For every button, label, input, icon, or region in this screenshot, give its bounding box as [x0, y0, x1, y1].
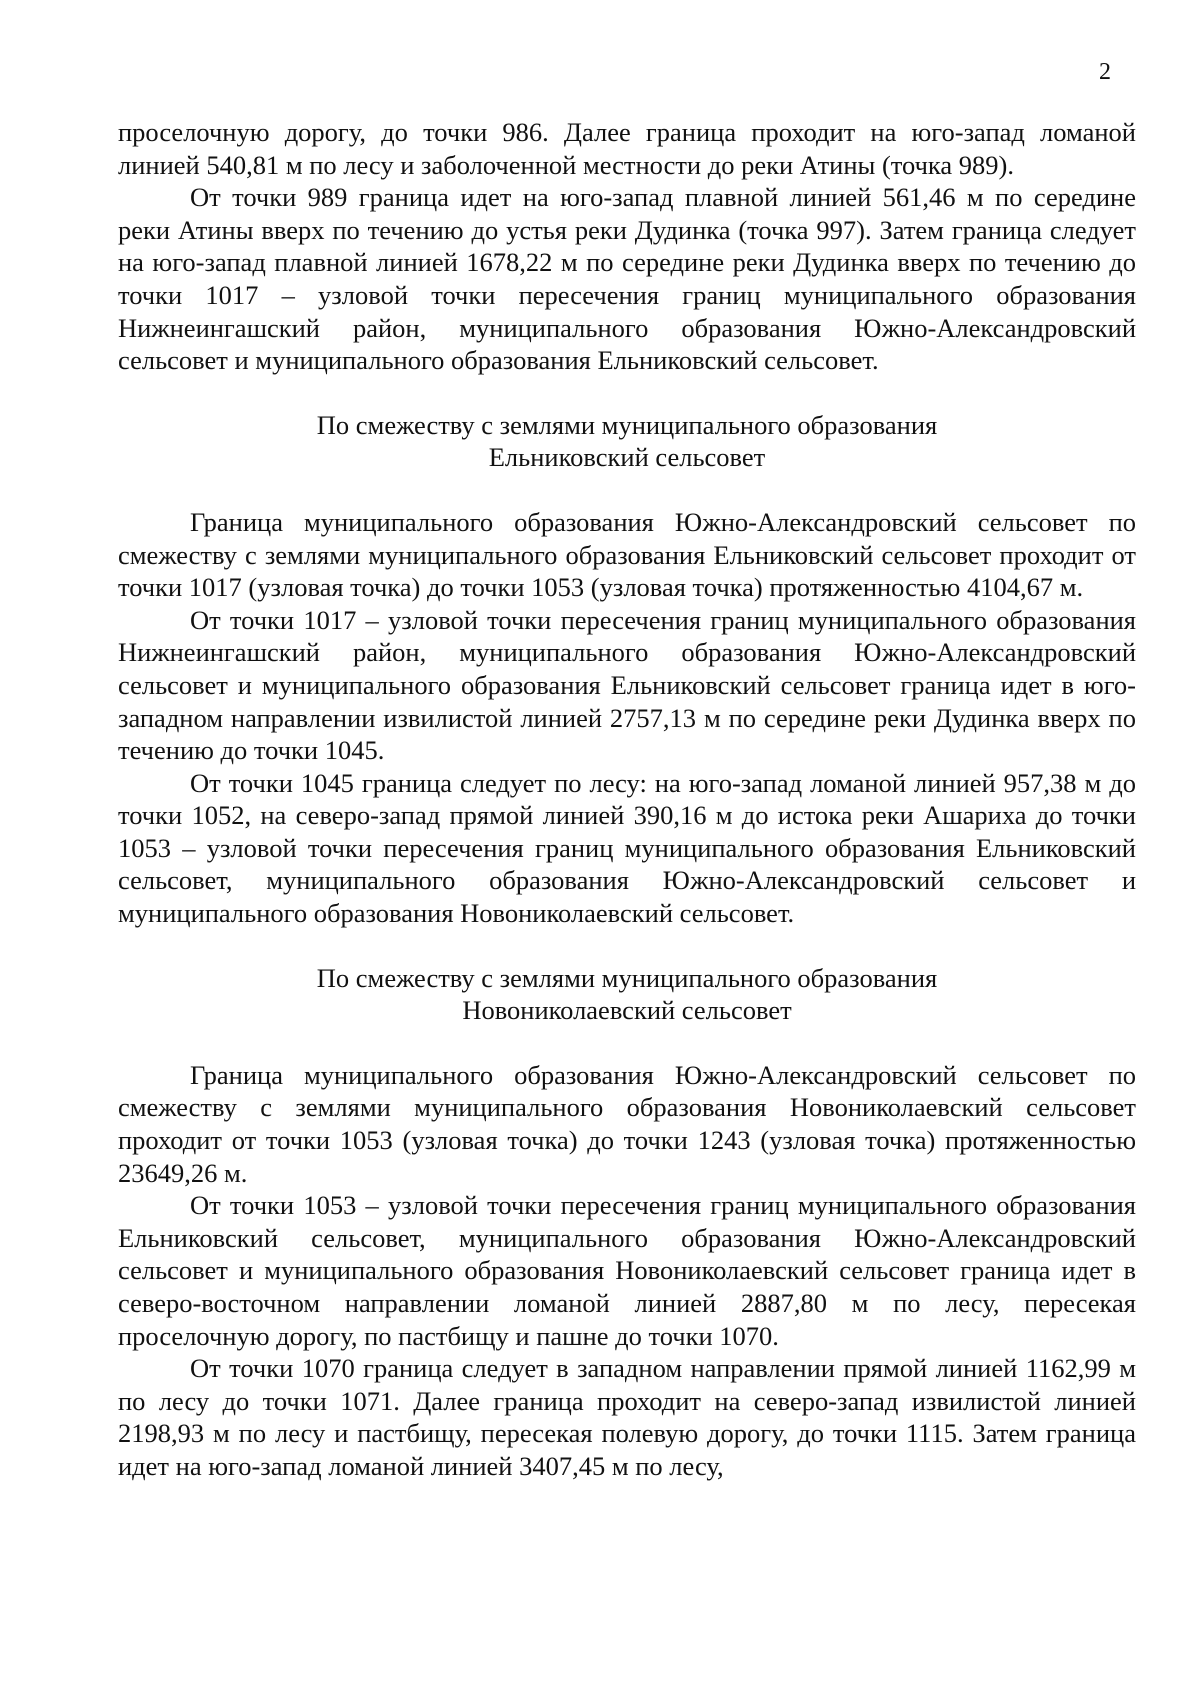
paragraph-intro-2: От точки 989 граница идет на юго-запад плавной линией 561,46 м по середине реки Атины вверх по течению до устья реки Дудинка (точка 997). Затем граница следует на юго-запад плавной линией 1678,22 м по середине реки Дудинка вверх по течению до точки 1017 – узловой точки пересечения границ муниципального образования Нижнеингашский район, муниципального образования Южно-Александровский сельсовет и муниципального образования Ельниковский сельсовет.: [118, 182, 1136, 376]
section-heading-line: Ельниковский сельсовет: [488, 442, 766, 473]
section-heading-line: Новониколаевский сельсовет: [462, 995, 792, 1026]
section-heading-elnikovsky: [118, 409, 1136, 474]
paragraph-novonikolaevsky-3: От точки 1070 граница следует в западном направлении прямой линией 1162,99 м по лесу до точки 1071. Далее граница проходит на северо-запад извилистой линией 2198,93 м по лесу и пастбищу, пересекая полевую дорогу, до точки 1115. Затем граница идет на юго-запад ломаной линией 3407,45 м по лесу,: [118, 1353, 1136, 1481]
spacer: [118, 930, 1136, 962]
spacer: [118, 377, 1136, 409]
page-number: 2: [1099, 59, 1111, 85]
paragraph-novonikolaevsky-2: От точки 1053 – узловой точки пересечения границ муниципального образования Ельниковский сельсовет, муниципального образования Южно-Александровский сельсовет и муниципального образования Новониколаевский сельсовет граница идет в северо-восточном направлении ломаной линией 2887,80 м по лесу, пересекая проселочную дорогу, по пастбищу и пашне до точки 1070.: [118, 1190, 1136, 1351]
paragraph-novonikolaevsky-1: Граница муниципального образования Южно-Александровский сельсовет по смежеству с землями муниципального образования Новониколаевский сельсовет проходит от точки 1053 (узловая точка) до точки 1243 (узловая точка) протяженностью 23649,26 м.: [118, 1059, 1136, 1188]
paragraph-elnikovsky-2: От точки 1017 – узловой точки пересечения границ муниципального образования Нижнеингашский район, муниципального образования Южно-Александровский сельсовет и муниципального образования Ельниковский сельсовет граница идет в юго-западном направлении извилистой линией 2757,13 м по середине реки Дудинка вверх по течению до точки 1045.: [118, 604, 1136, 766]
spacer: [118, 1027, 1136, 1059]
paragraph-elnikovsky-1: Граница муниципального образования Южно-Александровский сельсовет по смежеству с землями муниципального образования Ельниковский сельсовет проходит от точки 1017 (узловая точка) до точки 1053 (узловая точка) протяженностью 4104,67 м.: [118, 506, 1136, 603]
section-heading-line: По смежеству с землями муниципального образования: [316, 962, 938, 993]
spacer: [118, 474, 1136, 506]
section-heading-novonikolaevsky: [118, 962, 1136, 1027]
paragraph-intro-1: проселочную дорогу, до точки 986. Далее граница проходит на юго-запад ломаной линией 540,81 м по лесу и заболоченной местности до реки Атины (точка 989).: [118, 117, 1136, 180]
section-heading-line: По смежеству с землями муниципального образования: [316, 409, 938, 440]
document-body: [118, 116, 1136, 1483]
paragraph-elnikovsky-3: От точки 1045 граница следует по лесу: на юго-запад ломаной линией 957,38 м до точки 1052, на северо-запад прямой линией 390,16 м до истока реки Ашариха до точки 1053 – узловой точки пересечения границ муниципального образования Ельниковский сельсовет, муниципального образования Южно-Александровский сельсовет и муниципального образования Новониколаевский сельсовет.: [118, 767, 1136, 929]
